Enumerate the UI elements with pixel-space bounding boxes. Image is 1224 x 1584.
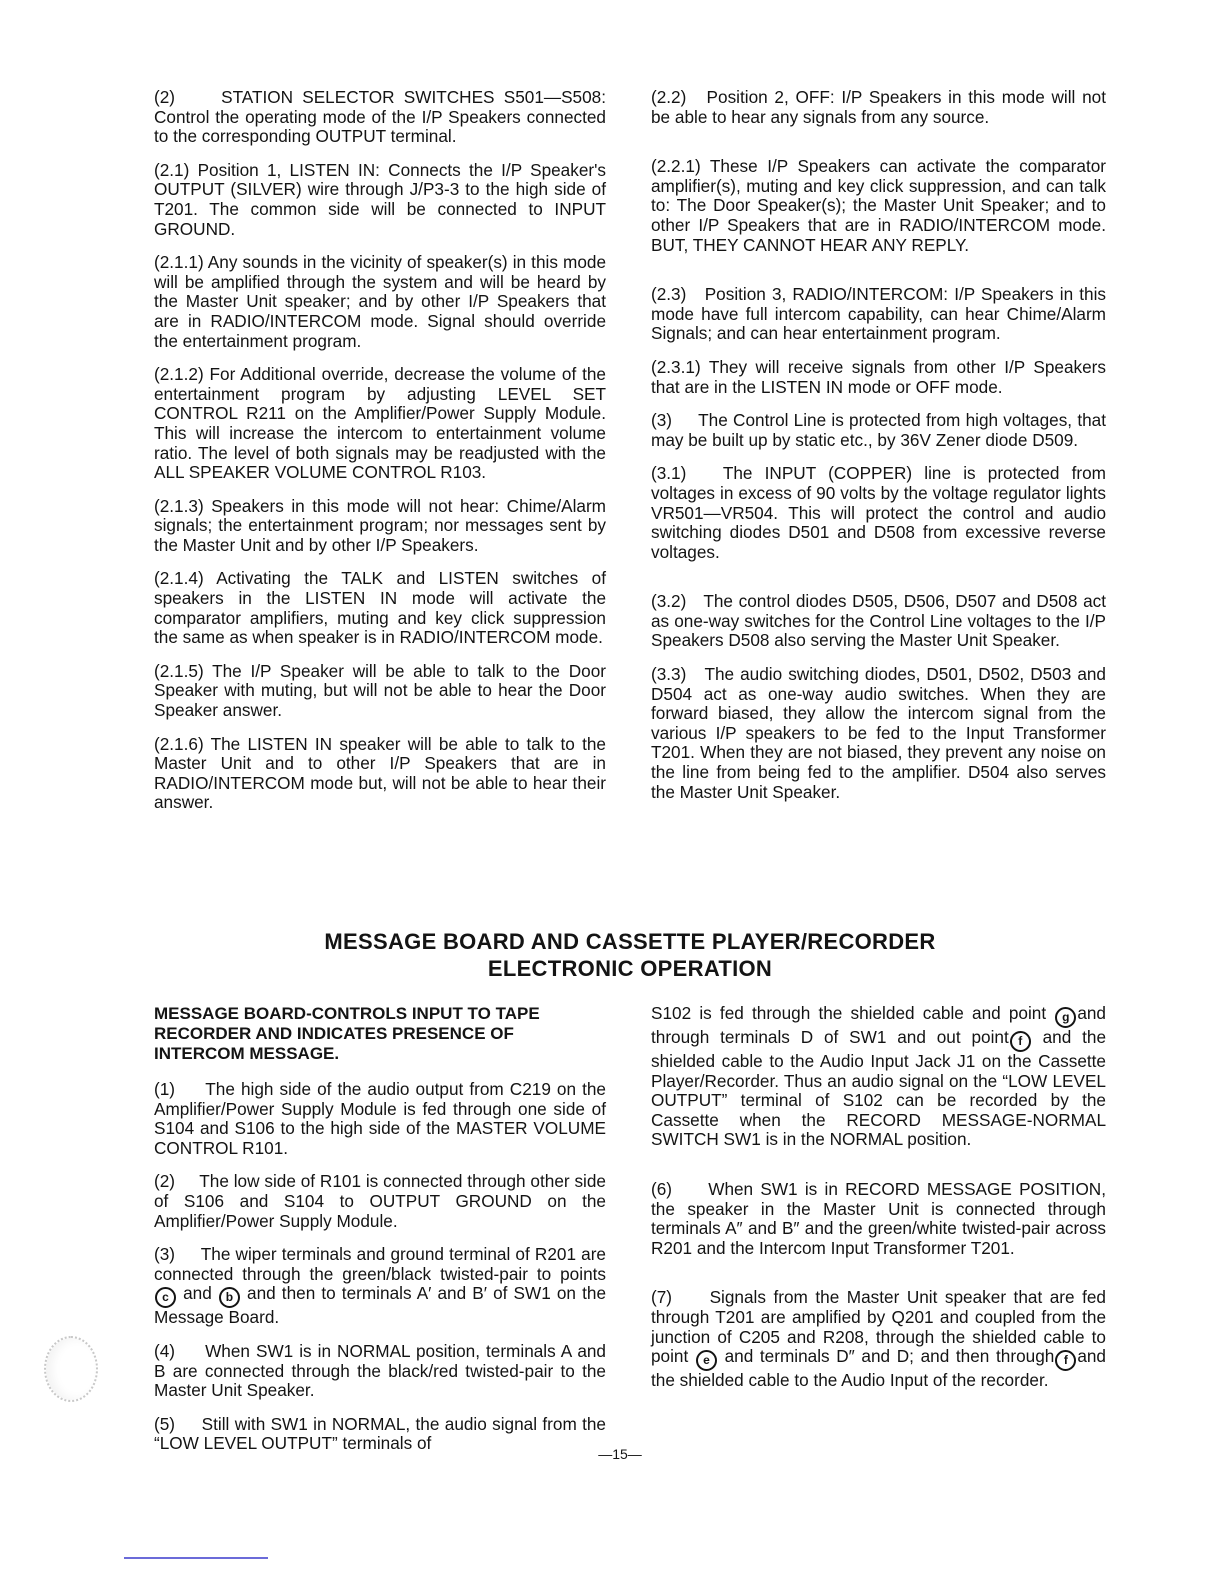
paragraph-mb-4: (4) When SW1 is in NORMAL position, terminals A and B are connected through the black/red twisted-pair to the Master Unit Speaker. <box>154 1340 606 1401</box>
footer-rule <box>124 1557 268 1559</box>
paragraph-mb-5: (5) Still with SW1 in NORMAL, the audio signal from the “LOW LEVEL OUTPUT” terminals of <box>154 1413 606 1454</box>
paragraph-3-2: (3.2) The control diodes D505, D506, D507 and D508 act as one-way switches for the Control Line voltages to the I/P Speakers D508 also serving the Master Unit Speaker. <box>651 591 1106 651</box>
paragraph-mb-3-text-b: and <box>177 1283 218 1304</box>
point-f-marker: f <box>1010 1031 1031 1052</box>
paragraph-mb-5-text-a: S102 is fed through the shielded cable and point <box>651 1003 1055 1023</box>
paragraph-mb-5-continued <box>651 1004 1106 1150</box>
paragraph-mb-6: (6) When SW1 is in RECORD MESSAGE POSITION, the speaker in the Master Unit is connected through terminals A″ and B″ and the green/white twisted-pair across R201 and the Intercom Input Transformer T201. <box>651 1178 1106 1258</box>
point-e-marker: e <box>696 1350 717 1371</box>
punch-hole-mark <box>44 1336 98 1402</box>
paragraph-mb-7-text-b: and terminals D″ and D; and then through <box>717 1346 1055 1367</box>
section-heading <box>154 928 1106 982</box>
page-number: —15— <box>598 1446 642 1462</box>
point-c-marker: c <box>155 1287 176 1308</box>
top-right-column <box>651 88 1106 816</box>
point-g-marker: g <box>1055 1007 1076 1028</box>
paragraph-mb-3 <box>154 1245 606 1328</box>
paragraph-2-3-1: (2.3.1) They will receive signals from other I/P Speakers that are in the LISTEN IN mode or OFF mode. <box>651 356 1106 397</box>
paragraph-mb-7-text-c: and the shielded cable to the Audio Input of the recorder. <box>651 1346 1106 1391</box>
paragraph-mb-7 <box>651 1288 1106 1390</box>
top-left-column <box>154 88 606 827</box>
bottom-left-column <box>154 1004 606 1468</box>
paragraph-mb-5-text-b: and through terminals D of SW1 and out point <box>651 1003 1106 1047</box>
paragraph-2-1-4: (2.1.4) Activating the TALK and LISTEN switches of speakers in the LISTEN IN mode will activate the comparator amplifiers, muting and key click suppression the same as when speaker is in RADIO/INTERCOM mode. <box>154 568 606 648</box>
paragraph-3: (3) The Control Line is protected from high voltages, that may be built up by static etc., by 36V Zener diode D509. <box>651 410 1106 450</box>
paragraph-2-1: (2.1) Position 1, LISTEN IN: Connects the I/P Speaker's OUTPUT (SILVER) wire through J/P3-3 to the high side of T201. The common side will be connected to INPUT GROUND. <box>154 159 606 239</box>
paragraph-3-1: (3.1) The INPUT (COPPER) line is protected from voltages in excess of 90 volts by the voltage regulator lights VR501—VR504. This will protect the control and audio switching diodes D501 and D508 from excessive reverse voltages. <box>651 463 1106 562</box>
paragraph-2-2-1: (2.2.1) These I/P Speakers can activate the comparator amplifier(s), muting and key click suppression, and can talk to: The Door Speaker(s); the Master Unit Speaker; and to other I/P Speakers that are in RADIO/INTERCOM mode. BUT, THEY CANNOT HEAR ANY REPLY. <box>651 156 1106 255</box>
paragraph-2-3: (2.3) Position 3, RADIO/INTERCOM: I/P Speakers in this mode have full intercom capability, can hear Chime/Alarm Signals; and can hear entertainment program. <box>651 284 1106 344</box>
paragraph-2: (2) STATION SELECTOR SWITCHES S501—S508: Control the operating mode of the I/P Speakers connected to the corresponding OUTPUT terminal. <box>154 87 606 147</box>
paragraph-mb-3-text-d: and then to terminals A′ and B′ of SW1 on the Message Board. <box>154 1283 606 1328</box>
bottom-right-column <box>651 1004 1106 1405</box>
point-f-marker-2: f <box>1055 1350 1076 1371</box>
paragraph-2-1-5: (2.1.5) The I/P Speaker will be able to talk to the Door Speaker with muting, but will not be able to hear the Door Speaker answer. <box>154 660 606 721</box>
paragraph-2-1-1: (2.1.1) Any sounds in the vicinity of speaker(s) in this mode will be amplified through the system and will be heard by the Master Unit speaker; and by other I/P Speakers that are in RADIO/INTERCOM mode. Signal should override the entertainment program. <box>154 252 606 351</box>
message-board-subheading: MESSAGE BOARD-CONTROLS INPUT TO TAPE RECORDER AND INDICATES PRESENCE OF INTERCOM MESSAGE. <box>154 1004 540 1063</box>
point-b-marker: b <box>219 1287 240 1308</box>
paragraph-mb-5-text-c: and the shielded cable to the Audio Input Jack J1 on the Cassette Player/Recorder. Thus an audio signal on the “LOW LEVEL OUTPUT” terminal of S102 can be recorded by the Cassette when the RECORD MESSAGE-NORMAL SWITCH SW1 is in the NORMAL position. <box>651 1027 1107 1150</box>
paragraph-mb-1: (1) The high side of the audio output from C219 on the Amplifier/Power Supply Module is fed through one side of S104 and S106 to the high side of the MASTER VOLUME CONTROL R101. <box>154 1079 606 1158</box>
paragraph-2-1-2: (2.1.2) For Additional override, decrease the volume of the entertainment program by adjusting LEVEL SET CONTROL R211 on the Amplifier/Power Supply Module. This will increase the intercom to entertainment volume ratio. The level of both signals may be readjusted with the ALL SPEAKER VOLUME CONTROL R103. <box>154 364 606 483</box>
paragraph-mb-2: (2) The low side of R101 is connected through other side of S106 and S104 to OUTPUT GROUND on the Amplifier/Power Supply Module. <box>154 1171 606 1231</box>
paragraph-mb-7-text-a: (7) Signals from the Master Unit speaker that are fed through T201 are amplified by Q201 and coupled from the junction of C205 and R208, through the shielded cable to point <box>651 1287 1106 1367</box>
paragraph-2-2: (2.2) Position 2, OFF: I/P Speakers in this mode will not be able to hear any signals from any source. <box>651 87 1106 127</box>
section-heading-line-1: MESSAGE BOARD AND CASSETTE PLAYER/RECORDER <box>324 929 936 954</box>
paragraph-3-3: (3.3) The audio switching diodes, D501, D502, D503 and D504 act as one-way audio switches. When they are forward biased, they allow the intercom signal from the various I/P speakers to be fed to the Input Transformer T201. When they are not biased, they prevent any noise on the line from being fed to the amplifier. D504 also serves the Master Unit Speaker. <box>651 664 1106 802</box>
paragraph-2-1-6: (2.1.6) The LISTEN IN speaker will be able to talk to the Master Unit and to other I/P Speakers that are in RADIO/INTERCOM mode but, will not be able to hear their answer. <box>154 733 606 813</box>
paragraph-2-1-3: (2.1.3) Speakers in this mode will not hear: Chime/Alarm signals; the entertainment program; nor messages sent by the Master Unit and by other I/P Speakers. <box>154 495 606 555</box>
paragraph-mb-3-text-a: (3) The wiper terminals and ground terminal of R201 are connected through the green/black twisted-pair to points <box>154 1244 606 1284</box>
section-heading-line-2: ELECTRONIC OPERATION <box>487 956 773 981</box>
